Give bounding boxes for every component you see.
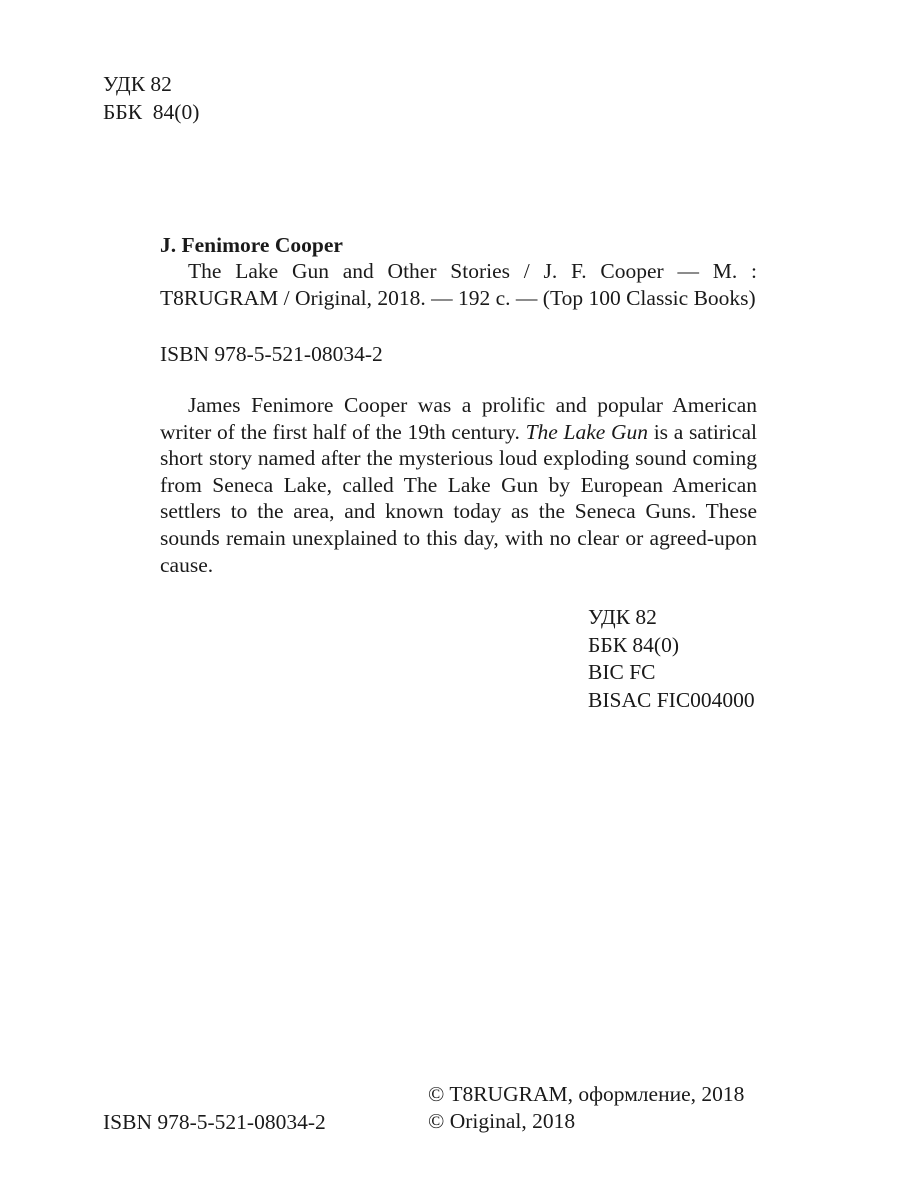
bottom-isbn: ISBN 978-5-521-08034-2	[103, 1110, 326, 1134]
bbk-code: ББК 84(0)	[588, 632, 679, 657]
catalog-record	[160, 232, 757, 312]
right-classification	[588, 604, 755, 714]
copyright-line: © Original, 2018	[428, 1109, 576, 1133]
annotation	[160, 392, 757, 578]
bibliographic-record: The Lake Gun and Other Stories / J. F. Cooper — M. : T8RUGRAM / Original, 2018. — 192 с. — (Top 100 Classic Books)	[160, 259, 757, 310]
udk-code: УДК 82	[588, 605, 657, 629]
bisac-code: BISAC FIC004000	[588, 687, 755, 712]
author-name: J. Fenimore Cooper	[160, 233, 343, 257]
top-classification	[103, 70, 199, 126]
udk-code: УДК 82	[103, 72, 172, 96]
bbk-code: ББК 84(0)	[103, 100, 200, 124]
annotation-text-before: James Fenimore Cooper was a prolific and popular American writer of the first half of the 19th century.	[160, 393, 757, 444]
annotation-paragraph	[160, 392, 757, 578]
isbn: ISBN 978-5-521-08034-2	[160, 342, 383, 366]
bic-code: BIC FC	[588, 660, 656, 684]
copyright-notice	[428, 1081, 744, 1135]
annotation-title: The Lake Gun	[525, 419, 649, 444]
annotation-text-after: is a satirical short story named after the mysterious loud exploding sound coming from Seneca Lake, called The Lake Gun by European American settlers to the area, and known today as the Seneca Guns. These sounds remain unexplained to this day, with no clear or agreed-upon cause.	[160, 419, 757, 577]
copyright-line: © T8RUGRAM, оформление, 2018	[428, 1082, 745, 1106]
